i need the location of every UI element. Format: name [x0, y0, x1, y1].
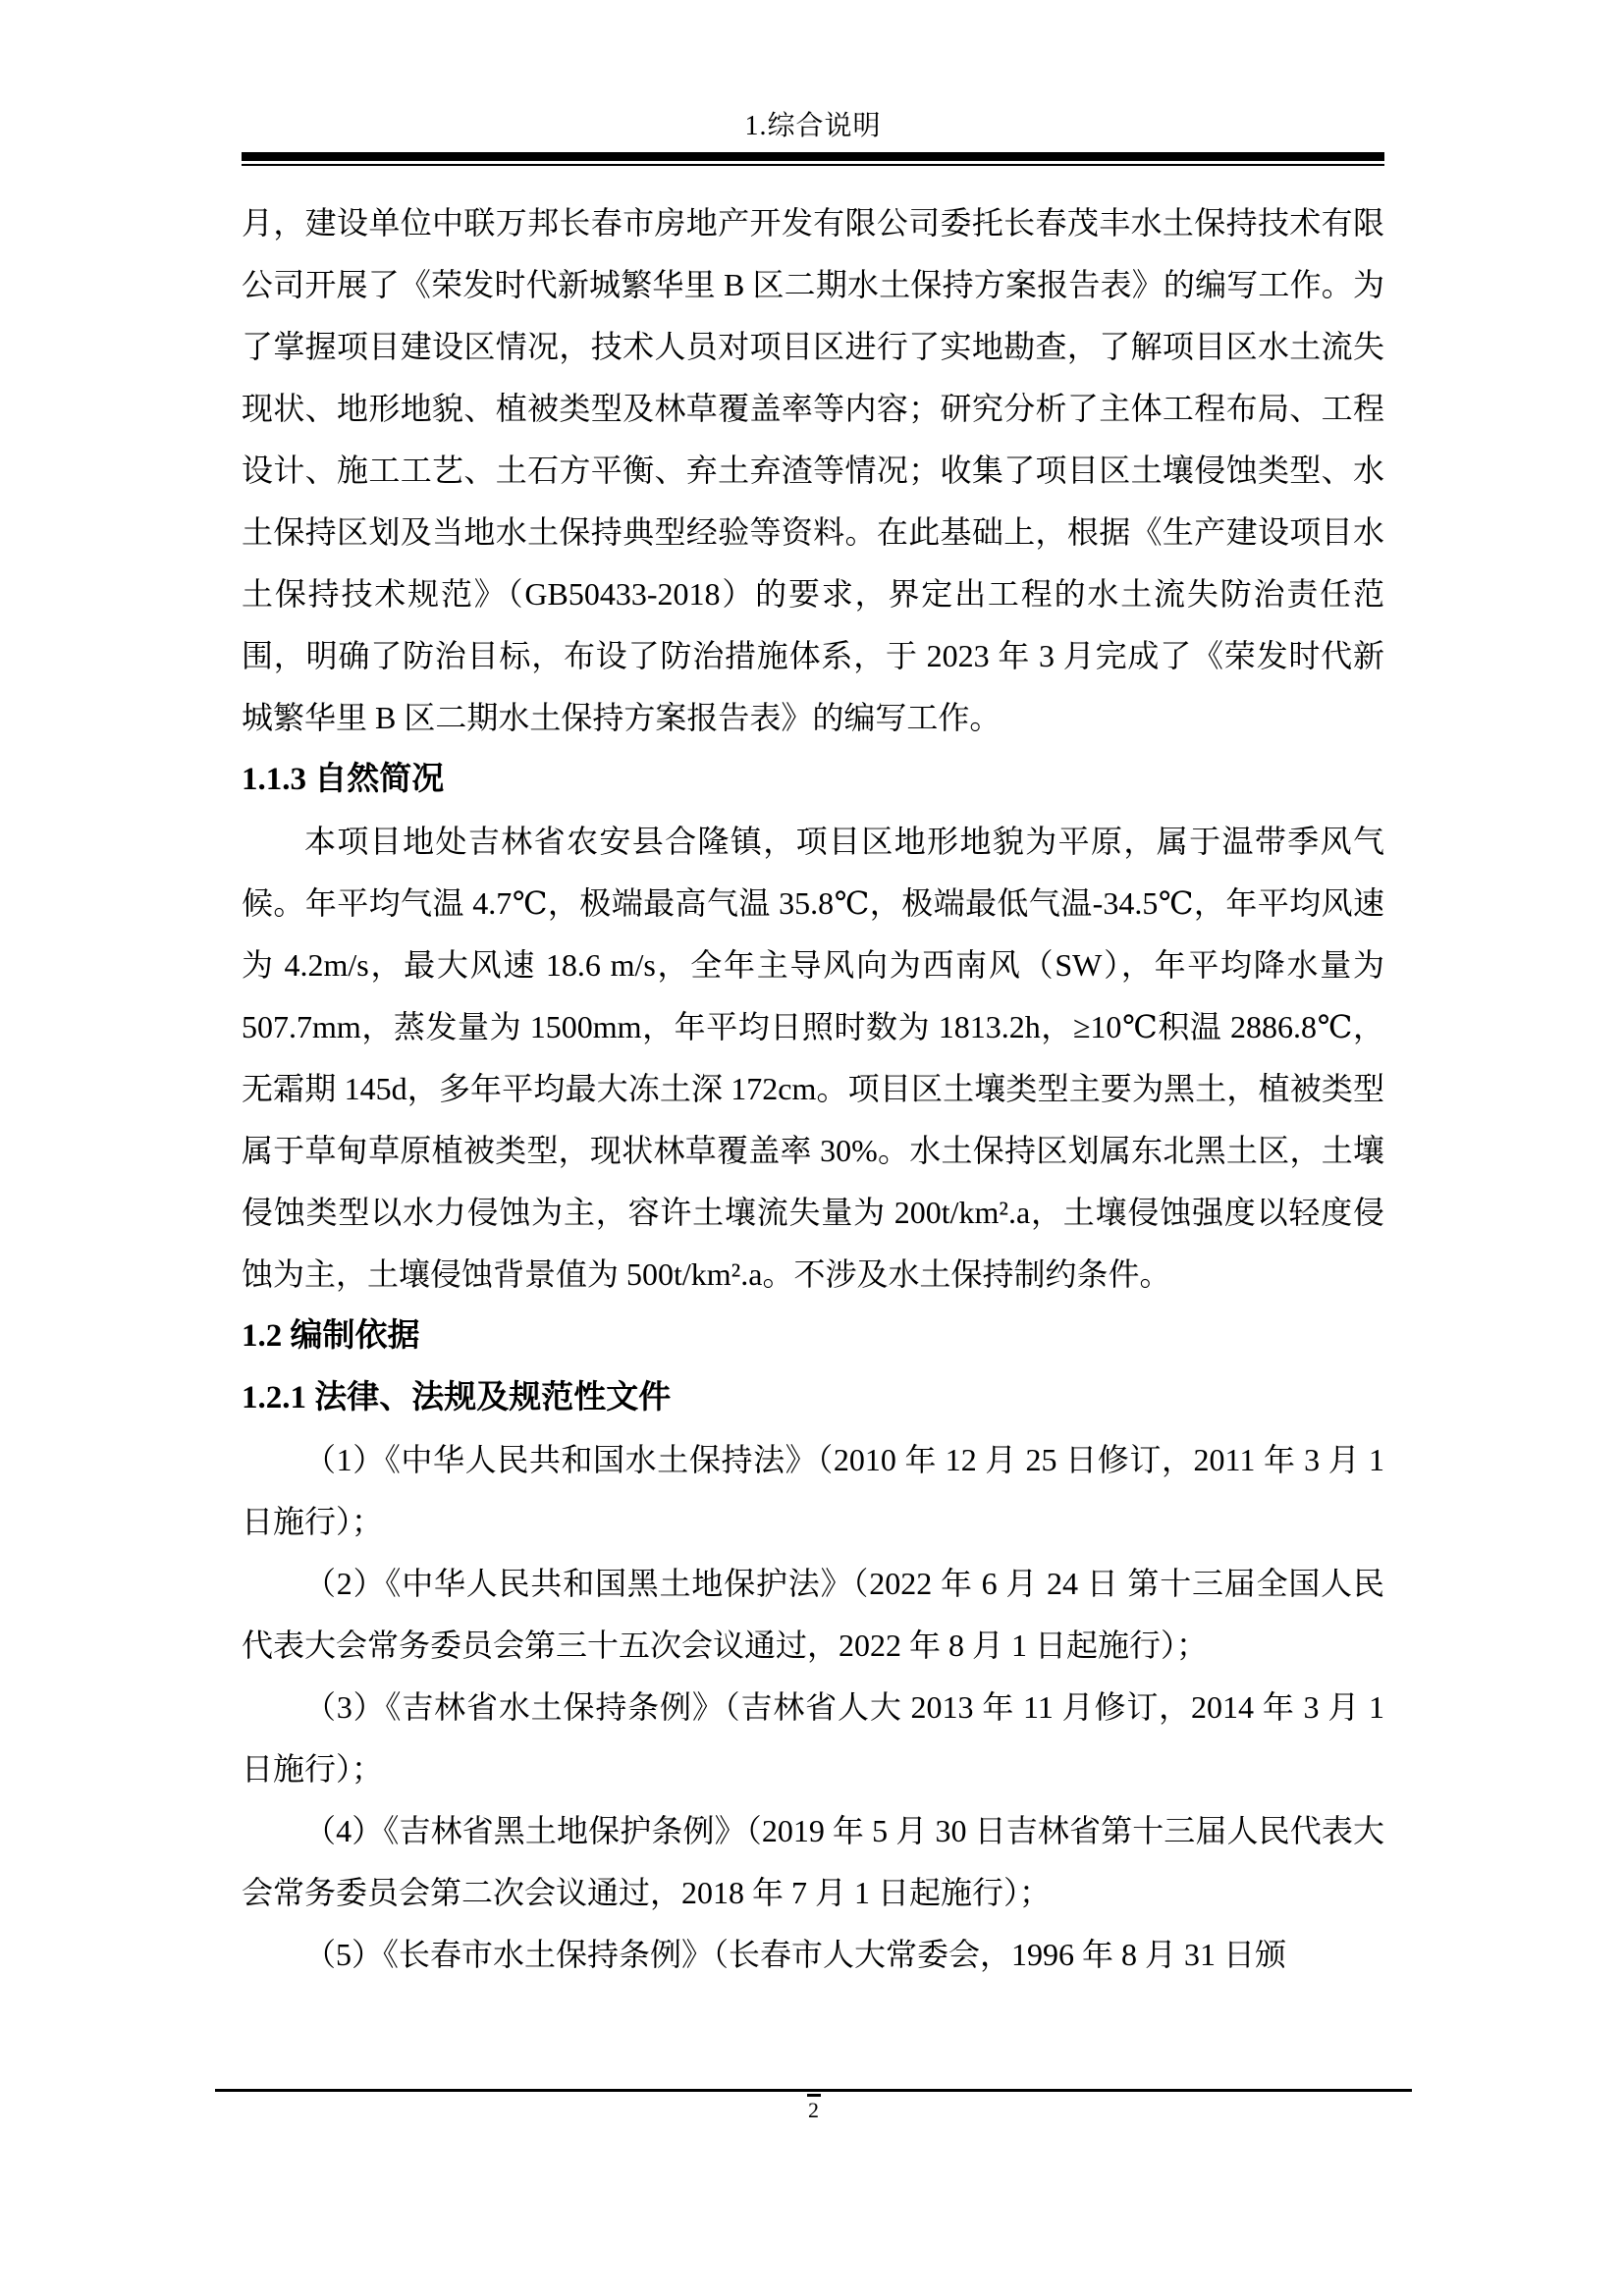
page-number: 2 [808, 2098, 819, 2122]
document-body [242, 192, 1384, 1986]
legal-reference-item-1: （1）《中华人民共和国水土保持法》（2010 年 12 月 25 日修订，2011 年 3 月 1 日施行）； [242, 1442, 1384, 1539]
page-footer [215, 2089, 1412, 2123]
chapter-header-title: 1.综合说明 [744, 111, 882, 141]
page-number-block [215, 2092, 1412, 2123]
continuation-paragraph: 月，建设单位中联万邦长春市房地产开发有限公司委托长春茂丰水土保持技术有限公司开展了《荣发时代新城繁华里 B 区二期水土保持方案报告表》的编写工作。为了掌握项目建设区情况，技术人员对项目区进行了实地勘查，了解项目区水土流失现状、地形地貌、植被类型及林草覆盖率等内容；研究分析了主体工程布局、工程设计、施工工艺、土石方平衡、弃土弃渣等情况；收集了项目区土壤侵蚀类型、水土保持区划及当地水土保持典型经验等资料。在此基础上，根据《生产建设项目水土保持技术规范》（GB50433-2018）的要求，界定出工程的水土流失防治责任范围，明确了防治目标，布设了防治措施体系，于 2023 年 3 月完成了《荣发时代新城繁华里 B 区二期水土保持方案报告表》的编写工作。 [242, 205, 1384, 735]
page-number-overline [807, 2094, 821, 2097]
page-header [242, 110, 1384, 166]
natural-conditions-paragraph: 本项目地处吉林省农安县合隆镇，项目区地形地貌为平原，属于温带季风气候。年平均气温 4.7℃，极端最高气温 35.8℃，极端最低气温-34.5℃，年平均风速为 4.2m/s，最大风速 18.6 m/s，全年主导风向为西南风（SW），年平均降水量为 507.7mm，蒸发量为 1500mm，年平均日照时数为 1813.2h，≥10℃积温 2886.8℃，无霜期 145d，多年平均最大冻土深 172cm。项目区土壤类型主要为黑土，植被类型属于草甸草原植被类型，现状林草覆盖率 30%。水土保持区划属东北黑土区，土壤侵蚀类型以水力侵蚀为主，容许土壤流失量为 200t/km².a，土壤侵蚀强度以轻度侵蚀为主，土壤侵蚀背景值为 500t/km².a。不涉及水土保持制约条件。 [242, 824, 1384, 1292]
legal-reference-item-4: （4）《吉林省黑土地保护条例》（2019 年 5 月 30 日吉林省第十三届人民代表大会常务委员会第二次会议通过，2018 年 7 月 1 日起施行）； [242, 1813, 1384, 1910]
legal-reference-item-2: （2）《中华人民共和国黑土地保护法》（2022 年 6 月 24 日 第十三届全国人民代表大会常务委员会第三十五次会议通过，2022 年 8 月 1 日起施行）； [242, 1566, 1384, 1663]
section-heading-1-1-3: 1.1.3 自然简况 [242, 762, 445, 797]
section-heading-1-2: 1.2 编制依据 [242, 1318, 420, 1354]
legal-reference-item-3: （3）《吉林省水土保持条例》（吉林省人大 2013 年 11 月修订，2014 年 3 月 1 日施行）； [242, 1689, 1384, 1787]
header-rule-thick [242, 152, 1384, 161]
section-heading-1-2-1: 1.2.1 法律、法规及规范性文件 [242, 1380, 672, 1415]
legal-reference-item-5: （5）《长春市水土保持条例》（长春市人大常委会，1996 年 8 月 31 日颁 [304, 1937, 1287, 1972]
header-rule-thin [242, 164, 1384, 166]
